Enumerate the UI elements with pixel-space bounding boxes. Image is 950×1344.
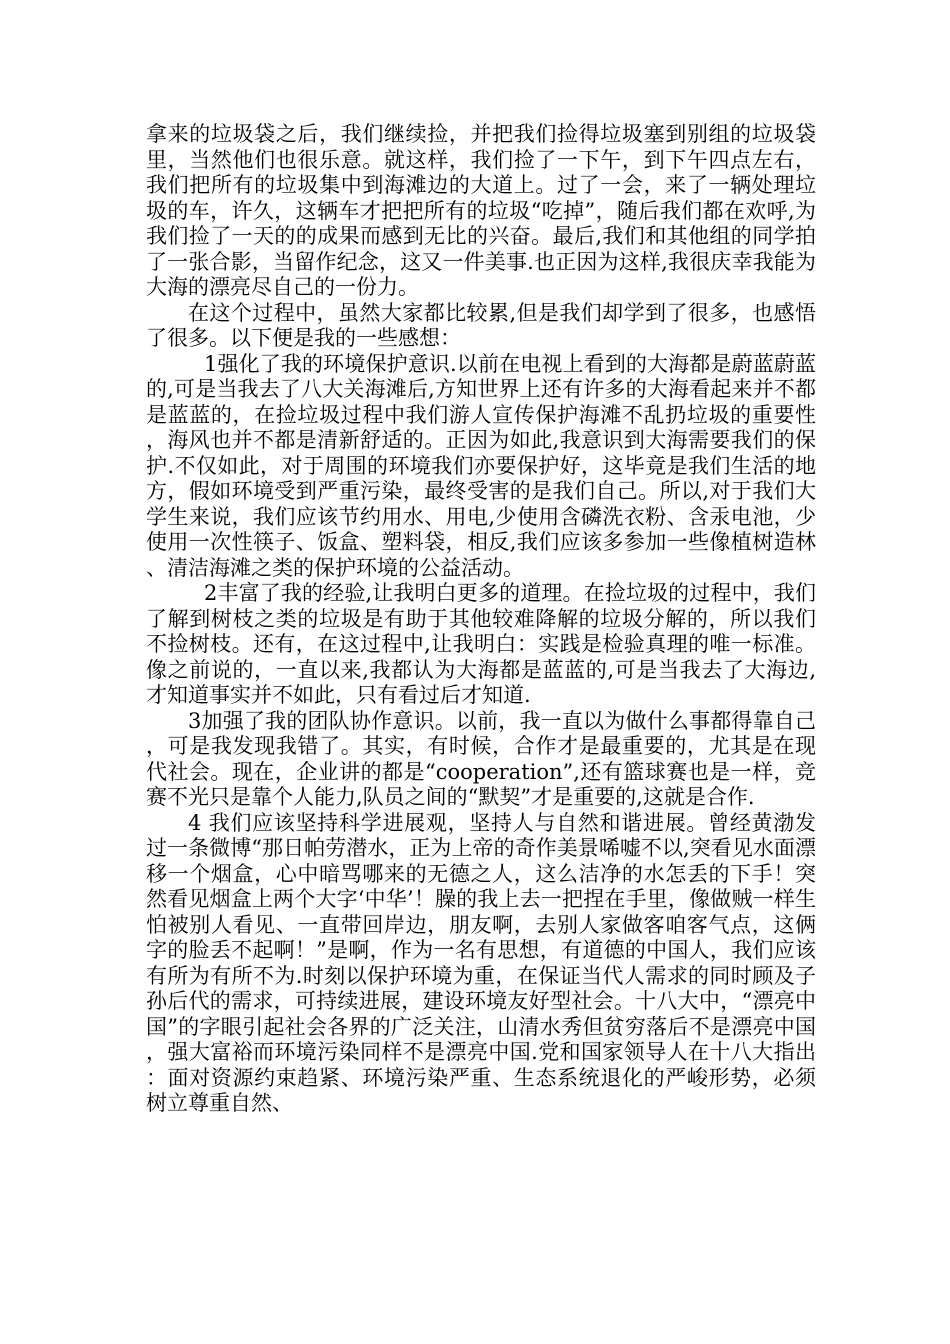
paragraph-reflection-intro: 在这个过程中，虽然大家都比较累,但是我们却学到了很多，也感悟了很多。以下便是我的一些感想： bbox=[146, 300, 816, 350]
paragraph-point-2: 2丰富了我的经验,让我明白更多的道理。在捡垃圾的过程中，我们了解到树枝之类的垃圾是有助于其他较难降解的垃圾分解的，所以我们不捡树枝。还有，在这过程中,让我明白：实践是检验真理的唯一标准。像之前说的，一直以来,我都认为大海都是蓝蓝的,可是当我去了大海边,才知道事实并不如此，只有看过后才知道. bbox=[146, 581, 816, 707]
paragraph-point-3: 3加强了我的团队协作意识。以前，我一直以为做什么事都得靠自己，可是我发现我错了。其实，有时候，合作才是最重要的，尤其是在现代社会。现在，企业讲的都是“cooperation”,还有篮球赛也是一样，竞赛不光只是靠个人能力,队员之间的“默契”才是重要的,这就是合作. bbox=[146, 708, 816, 809]
paragraph-cleanup-summary: 拿来的垃圾袋之后，我们继续捡，并把我们捡得垃圾塞到别组的垃圾袋里，当然他们也很乐意。就这样，我们捡了一下午，到下午四点左右，我们把所有的垃圾集中到海滩边的大道上。过了一会，来了一辆处理垃圾的车，许久，这辆车才把把所有的垃圾“吃掉”，随后我们都在欢呼,为我们捡了一天的的成果而感到无比的兴奋。最后,我们和其他组的同学拍了一张合影，当留作纪念，这又一件美事.也正因为这样,我很庆幸我能为大海的漂亮尽自己的一份力。 bbox=[146, 122, 816, 299]
body-text bbox=[146, 122, 816, 1117]
paragraph-point-4: 4 我们应该坚持科学进展观，坚持人与自然和谐进展。曾经黄渤发过一条微博“那日帕劳潜水，正为上帝的奇作美景唏嘘不以,突看见水面漂移一个烟盒，心中暗骂哪来的无德之人，这么洁净的水怎丢的下手！突然看见烟盒上两个大字‘中华’！臊的我上去一把捏在手里，像做贼一样生怕被别人看见、一直带回岸边，朋友啊，去别人家做客咱客气点，这俩字的脸丢不起啊！”是啊，作为一名有思想，有道德的中国人，我们应该有所为有所不为.时刻以保护环境为重，在保证当代人需求的同时顾及子孙后代的需求，可持续进展，建设环境友好型社会。十八大中，“漂亮中国”的字眼引起社会各界的广泛关注，山清水秀但贫穷落后不是漂亮中国，强大富裕而环境污染同样不是漂亮中国.党和国家领导人在十八大指出：面对资源约束趋紧、环境污染严重、生态系统退化的严峻形势，必须树立尊重自然、 bbox=[146, 810, 816, 1115]
paragraph-point-1: 1强化了我的环境保护意识.以前在电视上看到的大海都是蔚蓝蔚蓝的,可是当我去了八大关海滩后,方知世界上还有许多的大海看起来并不都是蓝蓝的，在捡垃圾过程中我们游人宣传保护海滩不乱扔垃圾的重要性，海风也并不都是清新舒适的。正因为如此,我意识到大海需要我们的保护.不仅如此，对于周围的环境我们亦要保护好，这毕竟是我们生活的地方，假如环境受到严重污染，最终受害的是我们自己。所以,对于我们大学生来说，我们应该节约用水、用电,少使用含磷洗衣粉、含汞电池，少使用一次性筷子、饭盒、塑料袋，相反,我们应该多参加一些像植树造林、清洁海滩之类的保护环境的公益活动。 bbox=[146, 351, 816, 580]
